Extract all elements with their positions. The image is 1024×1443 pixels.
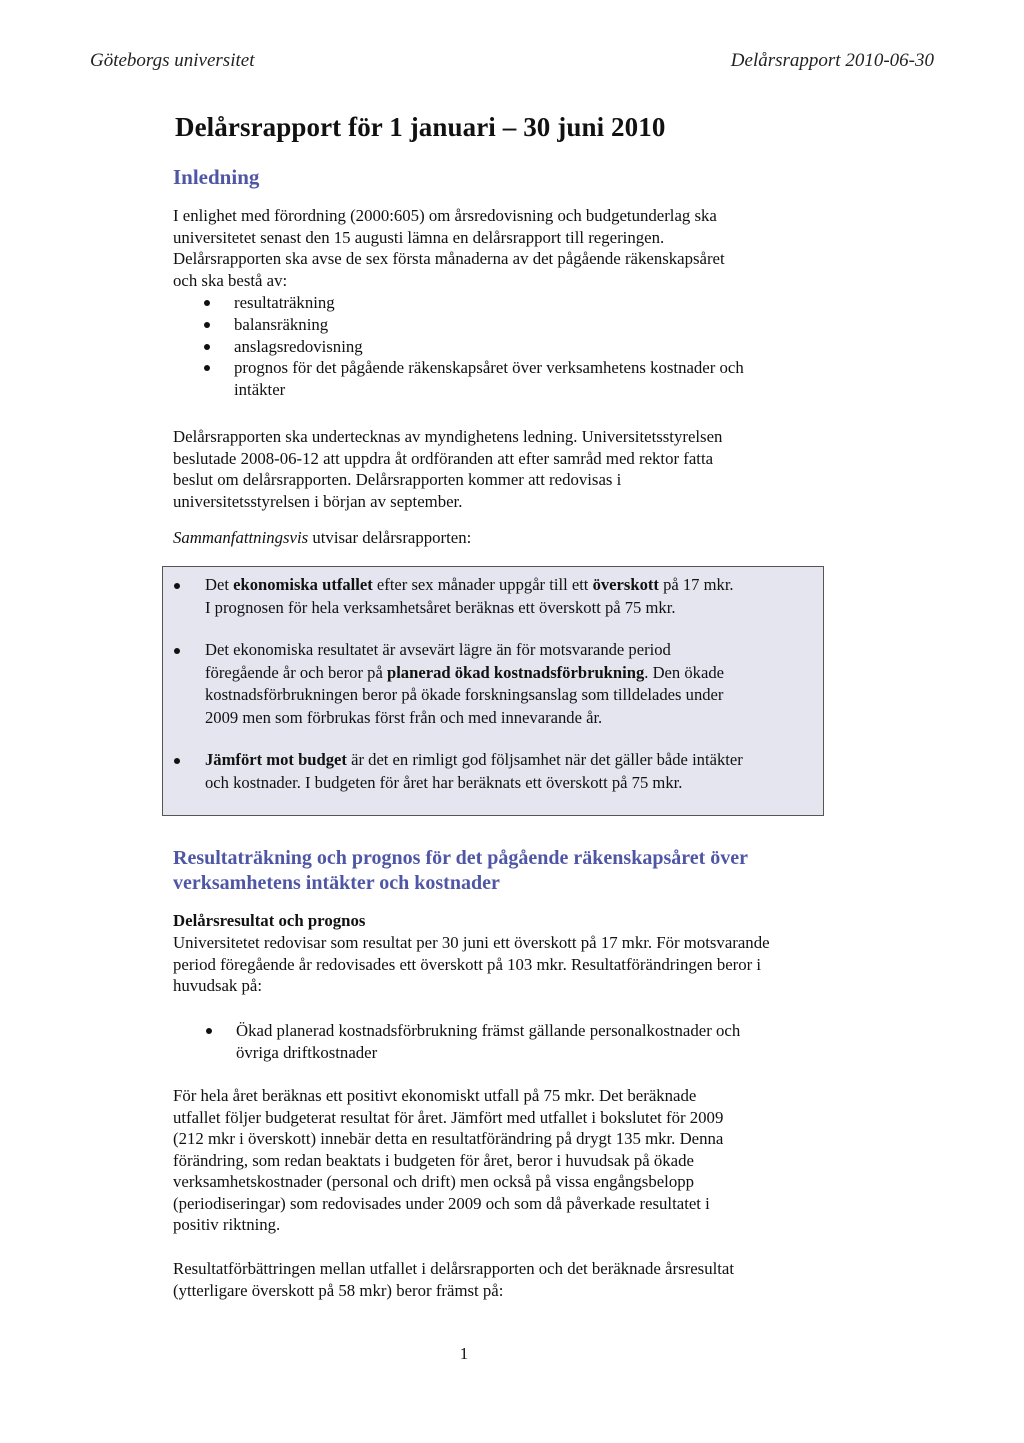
highlight-overskott: överskott [592, 575, 659, 594]
paragraph-line: Delårsrapporten ska avse de sex första månaderna av det pågående räkenskapsåret [173, 249, 725, 268]
summary-item: Det ekonomiska resultatet är avsevärt lägre än för motsvarande period föregående år och beror på planerad ökad kostnadsförbrukning. Den ökade kostnadsförbrukningen beror på ökade forskningsanslag som tilldelades under 2009 men som förbrukas först från och med innevarande år. [163, 639, 813, 729]
highlight-ekonomiska-utfallet: ekonomiska utfallet [233, 575, 373, 594]
paragraph-line: verksamhetskostnader (personal och drift) men också på vissa engångsbelopp [173, 1172, 694, 1191]
paragraph-line: förändring, som redan beaktats i budgeten för året, beror i huvudsak på ökade [173, 1150, 694, 1170]
paragraph-line: beslut om delårsrapporten. Delårsrapporten kommer att redovisas i [173, 470, 622, 489]
result-paragraph [173, 932, 873, 997]
list-item-continuation: intäkter [234, 380, 286, 400]
paragraph-line: I enlighet med förordning (2000:605) om årsredovisning och budgetunderlag ska [173, 206, 717, 225]
bullet-icon [204, 322, 210, 328]
paragraph-line: (periodiseringar) som redovisades under 2009 och som då påverkade resultatet i [173, 1193, 710, 1213]
paragraph-line: Resultatförbättringen mellan utfallet i delårsrapporten och det beräknade årsresultat [173, 1259, 735, 1278]
list-item-continuation: övriga driftkostnader [236, 1042, 378, 1062]
bullet-icon [206, 1028, 212, 1034]
page-header [90, 50, 934, 76]
heading-line: Resultaträkning och prognos för det pågående räkenskapsåret över [173, 847, 749, 869]
result-paragraph-3 [173, 1258, 853, 1301]
page-number: 1 [459, 1344, 469, 1363]
paragraph-line: (ytterligare överskott på 58 mkr) beror främst på: [173, 1280, 504, 1300]
paragraph-line: universitetet senast den 15 augusti lämna en delårsrapport till regeringen. [173, 227, 665, 247]
list-item: anslagsredovisning [173, 336, 853, 358]
bullet-icon [174, 758, 180, 764]
paragraph-line: huvudsak på: [173, 976, 263, 995]
intro-paragraph-2 [173, 426, 853, 512]
paragraph-line: period föregående år redovisades ett överskott på 103 mkr. Resultatförändringen beror i [173, 954, 762, 974]
summary-lead-italic: Sammanfattningsvis [173, 528, 309, 547]
intro-section [173, 165, 853, 190]
bullet-icon [204, 300, 210, 306]
bullet-icon [204, 365, 210, 371]
result-paragraph-2 [173, 1085, 853, 1236]
summary-box [162, 566, 824, 816]
intro-heading: Inledning [173, 165, 260, 189]
heading-line: verksamhetens intäkter och kostnader [173, 872, 500, 894]
paragraph-line: universitetsstyrelsen i början av september. [173, 491, 463, 511]
summary-item: Jämfört mot budget är det en rimligt god följsamhet när det gäller både intäkter och kostnader. I budgeten för året har beräknats ett överskott på 75 mkr. [163, 749, 813, 794]
result-subheading: Delårsresultat och prognos [173, 911, 366, 930]
paragraph-line: utfallet följer budgeterat resultat för året. Jämfört med utfallet i bokslutet för 2009 [173, 1107, 724, 1127]
summary-item: Det ekonomiska utfallet efter sex månader uppgår till ett överskott på 17 mkr. I prognosen för hela verksamhetsåret beräknas ett överskott på 75 mkr. [163, 574, 813, 619]
highlight-kostnadsforbrukning: planerad ökad kostnadsförbrukning [386, 662, 645, 682]
intro-bullet-list [173, 292, 853, 401]
list-item: resultaträkning [173, 292, 853, 314]
paragraph-line: Universitetet redovisar som resultat per 30 juni ett överskott på 17 mkr. För motsvarande [173, 933, 770, 952]
document-title: Delårsrapport för 1 januari – 30 juni 2010 [175, 112, 666, 142]
list-item: balansräkning [173, 314, 853, 336]
header-organization: Göteborgs universitet [90, 50, 255, 71]
result-bullet-list [175, 1020, 855, 1064]
paragraph-line: För hela året beräknas ett positivt ekonomiskt utfall på 75 mkr. Det beräknade [173, 1086, 697, 1105]
bullet-icon [174, 583, 180, 589]
paragraph-line: (212 mkr i överskott) innebär detta en resultatförändring på drygt 135 mkr. Denna [173, 1129, 724, 1148]
bullet-icon [174, 648, 180, 654]
list-item: prognos för det pågående räkenskapsåret över verksamhetens kostnader och [173, 357, 853, 379]
paragraph-line: Delårsrapporten ska undertecknas av myndighetens ledning. Universitetsstyrelsen [173, 427, 723, 446]
paragraph-line: positiv riktning. [173, 1215, 281, 1234]
summary-lead-text: utvisar delårsrapporten: [308, 528, 472, 547]
intro-paragraph [173, 205, 853, 291]
highlight-jamfort-mot-budget: Jämfört mot budget [205, 750, 347, 769]
paragraph-line: och ska bestå av: [173, 270, 288, 290]
result-section-heading [173, 846, 873, 896]
bullet-icon [204, 344, 210, 350]
list-item: Ökad planerad kostnadsförbrukning främst gällande personalkostnader och [175, 1020, 855, 1042]
header-report-date: Delårsrapport 2010-06-30 [730, 50, 934, 71]
paragraph-line: beslutade 2008-06-12 att uppdra åt ordföranden att efter samråd med rektor fatta [173, 448, 714, 468]
summary-lead [173, 527, 853, 549]
